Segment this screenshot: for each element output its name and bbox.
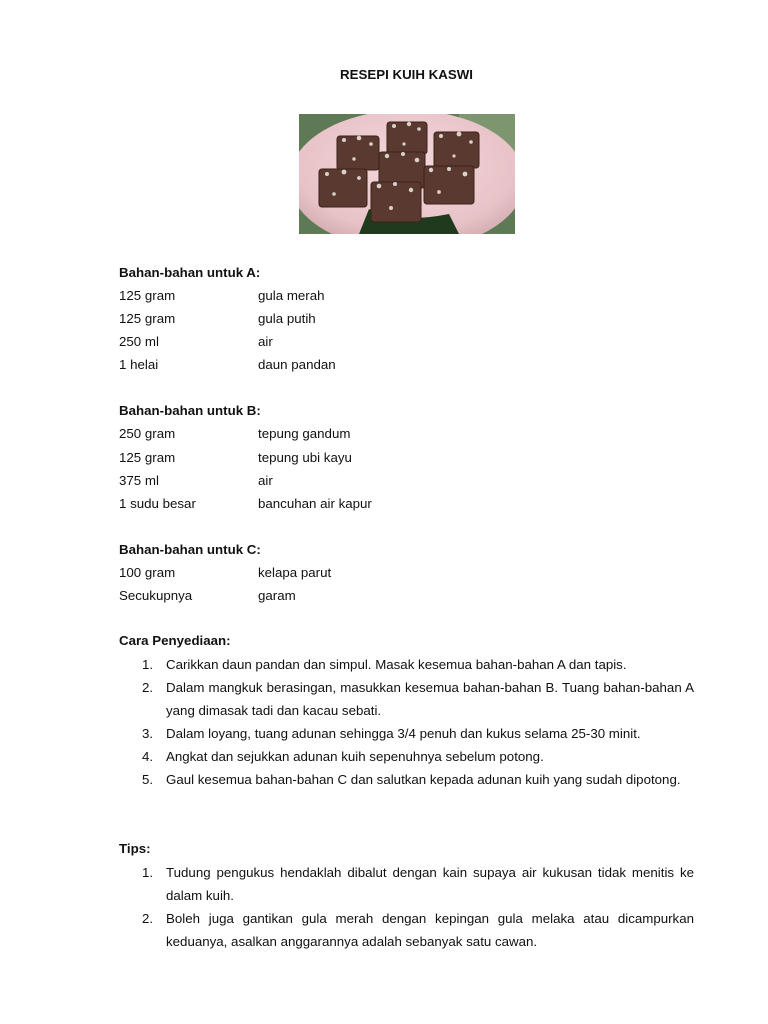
method-step <box>119 676 694 722</box>
tip-item <box>119 907 694 953</box>
ingredient-qty: 125 gram <box>119 288 176 303</box>
tip-text: Boleh juga gantikan gula merah dengan kepingan gula melaka atau dicampurkan keduanya, asalkan anggarannya adalah sebanyak satu cawan. <box>166 911 694 949</box>
section-b-heading: Bahan-bahan untuk B: <box>119 403 261 418</box>
step-number: 1. <box>142 657 154 672</box>
method-step <box>119 653 694 676</box>
step-text: Dalam loyang, tuang adunan sehingga 3/4 penuh dan kukus selama 25-30 minit. <box>166 726 641 741</box>
tip-number: 1. <box>142 865 154 880</box>
ingredient-name: kelapa parut <box>258 565 332 580</box>
method-step <box>119 745 694 768</box>
ingredient-row <box>119 288 619 308</box>
step-text: Gaul kesemua bahan-bahan C dan salutkan kepada adunan kuih yang sudah dipotong. <box>166 772 681 787</box>
method-steps <box>119 653 694 791</box>
tip-number: 2. <box>142 911 154 926</box>
ingredient-name: air <box>258 334 273 349</box>
ingredient-name: tepung ubi kayu <box>258 450 352 465</box>
ingredient-row <box>119 588 619 608</box>
tip-text: Tudung pengukus hendaklah dibalut dengan kain supaya air kukusan tidak menitis ke dalam kuih. <box>166 865 694 903</box>
step-number: 3. <box>142 726 154 741</box>
ingredient-row <box>119 426 619 446</box>
kuih-kaswi-photo <box>299 114 515 234</box>
section-c-heading: Bahan-bahan untuk C: <box>119 542 261 557</box>
ingredient-row <box>119 473 619 493</box>
ingredient-qty: 1 helai <box>119 357 159 372</box>
step-number: 5. <box>142 772 154 787</box>
ingredient-name: bancuhan air kapur <box>258 496 372 511</box>
method-step <box>119 722 694 745</box>
ingredient-row <box>119 496 619 516</box>
tips-list <box>119 861 694 953</box>
ingredient-qty: 375 ml <box>119 473 159 488</box>
section-a-heading: Bahan-bahan untuk A: <box>119 265 261 280</box>
ingredient-name: tepung gandum <box>258 426 351 441</box>
ingredient-qty: Secukupnya <box>119 588 193 603</box>
ingredient-row <box>119 311 619 331</box>
ingredient-name: daun pandan <box>258 357 336 372</box>
step-text: Dalam mangkuk berasingan, masukkan kesemua bahan-bahan B. Tuang bahan-bahan A yang dimasak tadi dan kacau sebati. <box>166 680 694 718</box>
page-title: RESEPI KUIH KASWI <box>340 67 473 82</box>
method-step <box>119 768 694 791</box>
step-number: 2. <box>142 680 154 695</box>
ingredient-row <box>119 450 619 470</box>
tips-heading: Tips: <box>119 841 151 856</box>
step-text: Angkat dan sejukkan adunan kuih sepenuhnya sebelum potong. <box>166 749 544 764</box>
ingredient-name: garam <box>258 588 296 603</box>
ingredient-name: gula putih <box>258 311 316 326</box>
step-text: Carikkan daun pandan dan simpul. Masak kesemua bahan-bahan A dan tapis. <box>166 657 627 672</box>
ingredient-qty: 125 gram <box>119 450 176 465</box>
ingredient-qty: 1 sudu besar <box>119 496 196 511</box>
ingredient-row <box>119 565 619 585</box>
ingredient-qty: 125 gram <box>119 311 176 326</box>
ingredient-qty: 250 ml <box>119 334 159 349</box>
method-heading: Cara Penyediaan: <box>119 633 231 648</box>
ingredient-row <box>119 357 619 377</box>
ingredient-qty: 100 gram <box>119 565 176 580</box>
tip-item <box>119 861 694 907</box>
ingredient-name: gula merah <box>258 288 325 303</box>
ingredient-name: air <box>258 473 273 488</box>
step-number: 4. <box>142 749 154 764</box>
ingredient-qty: 250 gram <box>119 426 176 441</box>
ingredient-row <box>119 334 619 354</box>
